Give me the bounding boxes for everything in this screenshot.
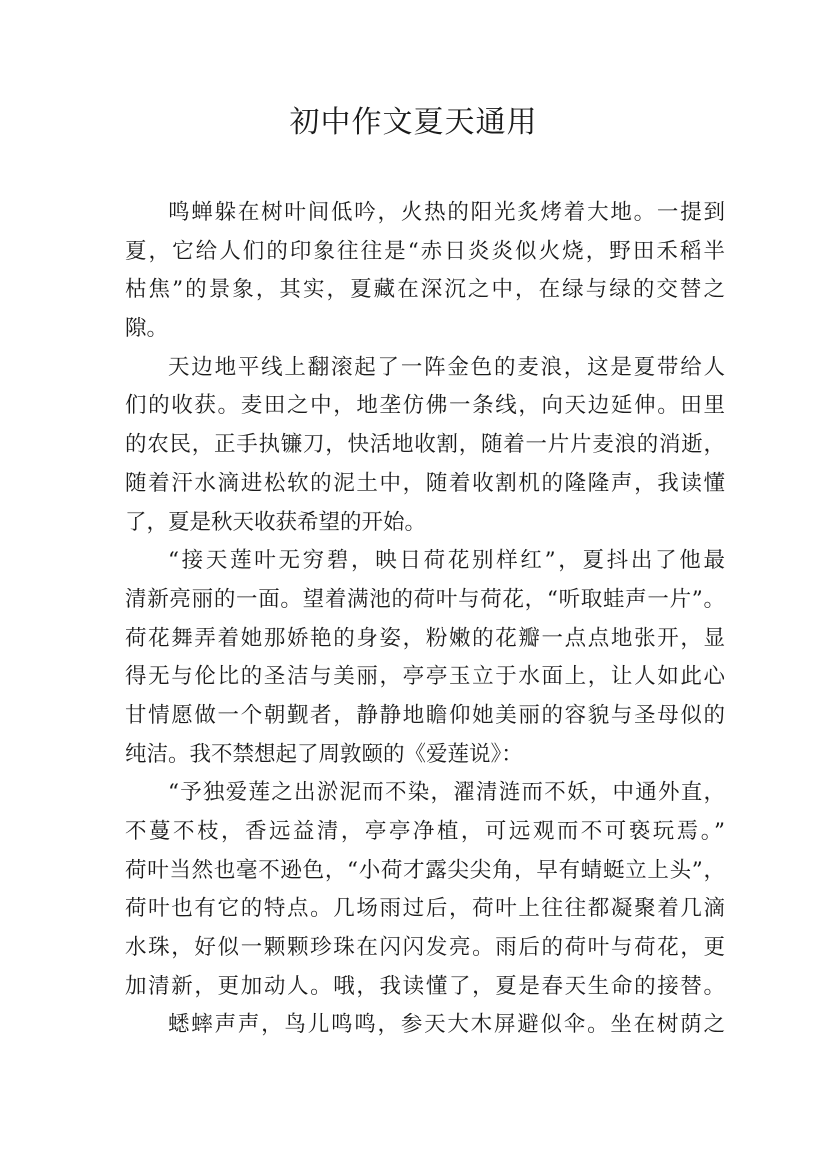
- document-title: 初中作文夏天通用: [289, 105, 538, 140]
- text-line: 隙。: [125, 316, 169, 342]
- text-line: “予独爱莲之出淤泥而不染，濯清涟而不妖，中通外直，: [168, 780, 725, 806]
- text-line: 夏，它给人们的印象往往是“赤日炎炎似火烧，野田禾稻半: [125, 238, 725, 264]
- text-line: 荷叶当然也毫不逊色，“小荷才露尖尖角，早有蜻蜓立上头”，: [125, 857, 725, 883]
- text-line: 了，夏是秋天收获希望的开始。: [125, 509, 427, 535]
- document-body: [125, 194, 725, 1045]
- text-line: 荷花舞弄着她那娇艳的身姿，粉嫩的花瓣一点点地张开，显: [125, 625, 725, 651]
- text-line: 甘情愿做一个朝觐者，静静地瞻仰她美丽的容貌与圣母似的: [125, 702, 725, 728]
- text-line: 得无与伦比的圣洁与美丽，亭亭玉立于水面上，让人如此心: [125, 664, 725, 690]
- text-line: 天边地平线上翻滚起了一阵金色的麦浪，这是夏带给人: [168, 354, 725, 380]
- text-line: 加清新，更加动人。哦，我读懂了，夏是春天生命的接替。: [125, 973, 725, 999]
- text-line: 枯焦”的景象，其实，夏藏在深沉之中，在绿与绿的交替之: [125, 277, 725, 303]
- text-line: 们的收获。麦田之中，地垄仿佛一条线，向天边延伸。田里: [125, 393, 725, 419]
- text-line: 不蔓不枝，香远益清，亭亭净植，可远观而不可亵玩焉。”: [125, 819, 725, 844]
- text-line: “接天莲叶无穷碧，映日荷花别样红”，夏抖出了他最: [168, 548, 725, 574]
- text-line: 蟋蟀声声，鸟儿鸣鸣，参天大木屏避似伞。坐在树荫之: [168, 1012, 725, 1038]
- text-line: 荷叶也有它的特点。几场雨过后，荷叶上往往都凝聚着几滴: [125, 896, 725, 922]
- text-line: 随着汗水滴进松软的泥土中，随着收割机的隆隆声，我读懂: [125, 470, 725, 496]
- text-line: 的农民，正手执镰刀，快活地收割，随着一片片麦浪的消逝，: [125, 432, 725, 458]
- text-line: 水珠，好似一颗颗珍珠在闪闪发亮。雨后的荷叶与荷花，更: [125, 935, 725, 961]
- text-line: 鸣蝉躲在树叶间低吟，火热的阳光炙烤着大地。一提到: [168, 200, 725, 225]
- text-line: 清新亮丽的一面。望着满池的荷叶与荷花，“听取蛙声一片”。: [125, 586, 725, 612]
- text-line: 纯洁。我不禁想起了周敦颐的《爱莲说》：: [125, 741, 523, 767]
